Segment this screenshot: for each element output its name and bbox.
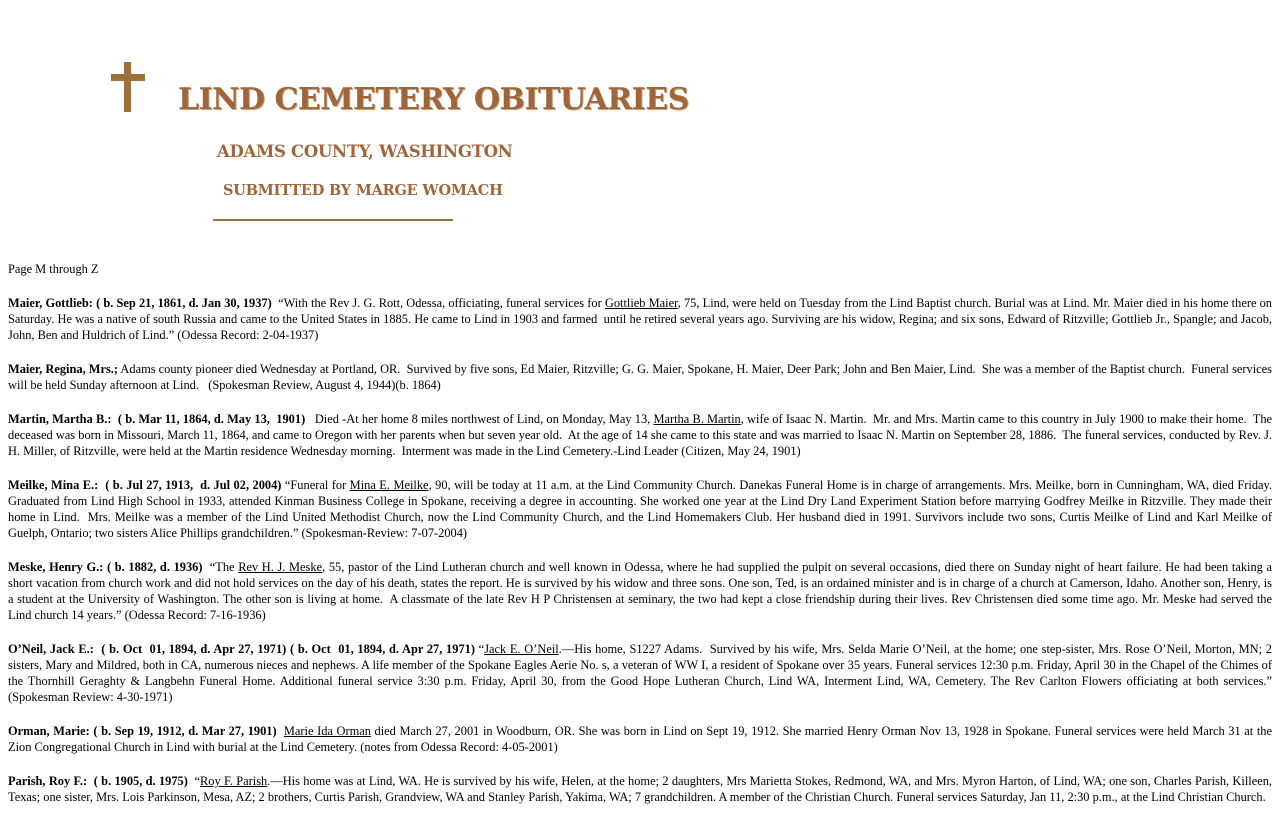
obituary-name: Meilke, Mina E.: ( b. Jul 27, 1913, d. Jul 02, 2004) bbox=[8, 478, 282, 492]
obituary-text-lead: Died -At her home 8 miles northwest of Lind, on Monday, May 13, bbox=[305, 412, 654, 426]
obituary-entry bbox=[8, 559, 1272, 623]
obituary-entry bbox=[8, 477, 1272, 541]
deceased-name-link[interactable]: Roy F. Parish bbox=[199, 774, 268, 788]
obituary-entry bbox=[8, 295, 1272, 343]
obituary-text-lead: “Funeral for bbox=[281, 478, 350, 492]
page-subtitle: ADAMS COUNTY, WASHINGTON bbox=[217, 142, 513, 161]
obituary-entry bbox=[8, 641, 1272, 705]
obituary-text: .—His home, S1227 Adams. Survived by his wife, Mrs. Selda Marie O’Neil, at the home; one step-sister, Mrs. Rose O’Neil, Morton, MN; 2 sisters, Mary and Mildred, both in CA, numerous nieces and nephews. A life member of the Spokane Eagles Aerie No. s, a veteran of WW I, a resident of Spokane over 35 years. Funeral services 12:30 p.m. Friday, April 30 in the Chapel of the Chimes of the Thornhill Geraghty & Langbehn Funeral Home. Additional funeral service 3:30 p.m. Friday, April 30, from the Good Hope Lutheran Church, Lind WA, Interment Lind, WA, Cemetery. The Rev Carlton Flowers officiating at both services.” (Spokesman Review: 4-30-1971) bbox=[8, 642, 1272, 704]
obituary-name: Parish, Roy F.: ( b. 1905, d. 1975) bbox=[8, 774, 188, 788]
obituary-name: Meske, Henry G.: ( b. 1882, d. 1936) bbox=[8, 560, 203, 574]
obituary-name: O’Neil, Jack E.: ( b. Oct 01, 1894, d. Apr 27, 1971) ( b. Oct 01, 1894, d. Apr 27, 1971) bbox=[8, 642, 475, 656]
header-divider bbox=[213, 219, 453, 221]
obituary-text-lead: Adams county pioneer died Wednesday at Portland, OR. Survived by five sons, Ed Maier, Ritzville; G. G. Maier, Spokane, H. Maier, Deer Park; John and Ben Maier, Lind. She was a member of the Baptist church. Funeral services will be held Sunday afternoon at Lind. (Spokesman Review, August 4, 1944)(b. 1864) bbox=[8, 362, 1272, 392]
obituary-text-lead: “ bbox=[187, 774, 200, 788]
obituary-text-lead: “The bbox=[202, 560, 239, 574]
obituary-text-lead: “With the Rev J. G. Rott, Odessa, officiating, funeral services for bbox=[271, 296, 605, 310]
cross-icon bbox=[111, 62, 145, 112]
obituary-name: Maier, Gottlieb: ( b. Sep 21, 1861, d. Jan 30, 1937) bbox=[8, 296, 272, 310]
deceased-name-link[interactable]: Mina E. Meilke bbox=[349, 478, 429, 492]
page-title: LIND CEMETERY OBITUARIES bbox=[178, 82, 689, 117]
obituary-name: Orman, Marie: ( b. Sep 19, 1912, d. Mar 27, 1901) bbox=[8, 724, 277, 738]
obituary-name: Maier, Regina, Mrs.; bbox=[8, 362, 119, 376]
obituary-entry bbox=[8, 723, 1272, 755]
obituary-text-lead bbox=[277, 724, 284, 738]
deceased-name-link[interactable]: Rev H. J. Meske bbox=[238, 560, 323, 574]
obituary-text: , wife of Isaac N. Martin. Mr. and Mrs. Martin came to this country in July 1900 to make their home. The deceased was born in Missouri, March 11, 1864, and came to Oregon with her parents when but seven year old. At the age of 14 she came to this state and was married to Isaac N. Martin on September 28, 1886. The funeral services, conducted by Rev. J. H. Miller, of Ritzville, were held at the Martin residence Wednesday morning. Interment was made in the Lind Cemetery.-Lind Leader (Citizen, May 24, 1901) bbox=[8, 412, 1273, 458]
submitted-by: SUBMITTED BY MARGE WOMACH bbox=[223, 182, 503, 199]
obituary-text: died March 27, 2001 in Woodburn, OR. She was born in Lind on Sept 19, 1912. She married Henry Orman Nov 13, 1928 in Spokane. Funeral services were held March 31 at the Zion Congregational Church in Lind with burial at the Lind Cemetery. (notes from Odessa Record: 4-05-2001) bbox=[8, 724, 1272, 754]
obituary-text: , 55, pastor of the Lind Lutheran church and well known in Odessa, where he had supplied the pulpit on several occasions, died there on Sunday night of heart failure. He had been taking a short vacation from church work and did not hold services on the day of his death, states the report. He is survived by his widow and three sons. One son, Ted, is an ordained minister and is in charge of a church at Camerson, Idaho. Another son, Henry, is a student at the University of Washington. The other son is living at home. A classmate of the late Rev H P Christensen at seminary, the two had kept a close friendship during their lives. Rev Christensen died some time ago. Mr. Meske had served the Lind church 14 years.” (Odessa Record: 7-16-1936) bbox=[8, 560, 1273, 622]
obituary-name: Martin, Martha B.: ( b. Mar 11, 1864, d. May 13, 1901) bbox=[8, 412, 306, 426]
obituary-text: , 90, will be today at 11 a.m. at the Lind Community Church. Danekas Funeral Home is in charge of arrangements. Mrs. Meilke, born in Cunningham, WA, died Friday. Graduated from Lind High School in 1933, attended Kinman Business College in Spokane, receiving a degree in accounting. She worked one year at the Lind Dry Land Experiment Station before marrying Godfrey Meilke in Ritzville. They made their home in Lind. Mrs. Meilke was a member of the Lind United Methodist Church, now the Lind Community Church, and the Lind Homemakers Club. Her husband died in 1991. Survivors include two sons, Curtis Meilke of Lind and Karl Meilke of Guelph, Ontario; two sisters Alice Phillips grandchildren.” (Spokesman-Review: 7-07-2004) bbox=[8, 478, 1272, 540]
deceased-name-link[interactable]: Jack E. O’Neil bbox=[484, 642, 559, 656]
page-range-label: Page M through Z bbox=[8, 262, 99, 276]
deceased-name-link[interactable]: Gottlieb Maier bbox=[604, 296, 678, 310]
obituary-text: , 75, Lind, were held on Tuesday from the Lind Baptist church. Burial was at Lind. Mr. Maier died in his home there on Saturday. He was a native of south Russia and came to the United States in 1885. He came to Lind in 1903 and farmed until he retired several years ago. Surviving are his widow, Regina; and six sons, Edward of Ritzville; Gottlieb Jr., Spangle; and Jacob, John, Ben and Huldrich of Lind.” (Odessa Record: 2-04-1937) bbox=[8, 296, 1272, 342]
obituary-entry bbox=[8, 361, 1272, 393]
page-header bbox=[0, 0, 1280, 260]
obituary-entry bbox=[8, 773, 1272, 805]
deceased-name-link[interactable]: Martha B. Martin bbox=[653, 412, 741, 426]
obituary-list bbox=[8, 261, 1272, 823]
deceased-name-link[interactable]: Marie Ida Orman bbox=[283, 724, 371, 738]
obituary-entry bbox=[8, 411, 1272, 459]
obituary-text: .—His home was at Lind, WA. He is survived by his wife, Helen, at the home; 2 daughters, Mrs Marietta Stokes, Redmond, WA, and Mrs. Myron Harton, of Lind, WA; one son, Charles Parish, Killeen, Texas; one sister, Mrs. Lois Parkinson, Mesa, AZ; 2 brothers, Curtis Parish, Grandview, WA and Stanley Parish, Yakima, WA; 7 grandchildren. A member of the Christian Church. Funeral services Saturday, Jan 11, 2:30 p.m., at the Lind Christian Church. bbox=[8, 774, 1272, 804]
obituary-text-lead: “ bbox=[474, 642, 485, 656]
